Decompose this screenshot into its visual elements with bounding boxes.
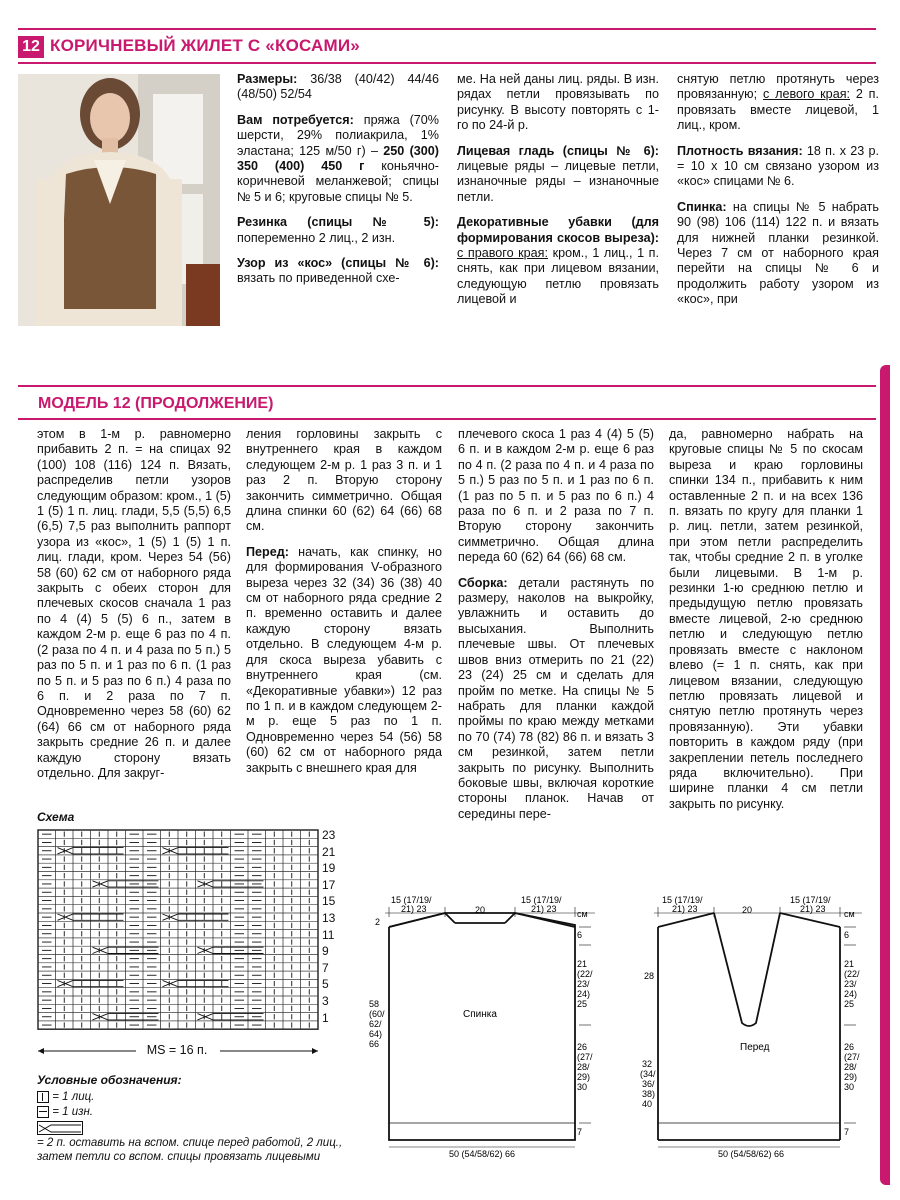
back-text: на спицы № 5 набрать 90 (98) 106 (114) 122 п. и вязать для нижней планки резинкой. Через 7 см от наборного края перейти на спицы № 6 и продолжить работу узором из «кос», при <box>677 199 879 307</box>
back-h-3: 62/ <box>369 1019 382 1029</box>
section2-top-rule <box>18 385 876 387</box>
back-s-4: 29) <box>577 1072 591 1082</box>
front-seven: 7 <box>844 1127 850 1137</box>
back-h-5: 66 <box>369 1039 380 1049</box>
gauge-label: Плотность вязания: <box>677 143 803 158</box>
back-schematic <box>365 895 595 1165</box>
back-h-4: 64) <box>369 1029 383 1039</box>
materials-text-2: коньячно-коричневой меланжевой; спицы № 5 и 6; круговые спицы № 5. <box>237 159 439 204</box>
chart-row-number: 5 <box>322 977 329 992</box>
cont-text-2a: ления горловины закрыть с внутреннего края в каждом следующем 2-м р. 1 раз 3 п. и 1 раз 2 п. Вторую сторону закончить симметрично. Общая длина спинки 60 (62) 64 (66) 68 см. <box>246 427 442 534</box>
front-name: Перед <box>740 1042 770 1053</box>
front-shoulder-l2: 21) 23 <box>672 904 698 914</box>
front-s-2: (27/ <box>844 1052 860 1062</box>
legend-knit <box>37 1090 94 1104</box>
back-arm-3: 23/ <box>577 979 590 989</box>
page-edge-bar <box>880 365 890 1185</box>
back-outline <box>389 913 575 1140</box>
chart-row-number: 11 <box>322 927 335 942</box>
sizes-text: 36/38 (40/42) 44/46 (48/50) 52/54 <box>237 72 439 102</box>
back-name: Спинка <box>463 1009 497 1020</box>
back-shoulder-l: 15 (17/19/ <box>391 895 432 905</box>
left-edge-text: 2 п. провязать вместе лицевой, 1 лиц., кром. <box>677 87 880 133</box>
back-width: 50 (54/58/62) 66 <box>449 1149 516 1159</box>
cont-column-3 <box>458 427 654 822</box>
front-schematic <box>630 895 868 1165</box>
front-neck: 20 <box>742 905 753 915</box>
back-arm-2: (22/ <box>577 969 593 979</box>
chart-row-number: 3 <box>322 994 329 1008</box>
front-arm-1: 21 <box>844 959 855 969</box>
top-column-3 <box>677 72 879 318</box>
purl-symbol-icon <box>37 1106 49 1118</box>
legend-purl-text: = 1 изн. <box>52 1106 93 1118</box>
sizes-label: Размеры: <box>237 72 298 86</box>
cont-column-2 <box>246 427 442 776</box>
rib-label: Резинка (спицы № 5): <box>237 215 439 230</box>
chart-row-number: 9 <box>322 944 329 959</box>
front-s-3: 28/ <box>844 1062 857 1072</box>
chart-row-number: 7 <box>322 960 329 975</box>
materials-amount: 250 (300) 350 (400) 450 г <box>237 143 439 174</box>
chart-row-number: 13 <box>322 911 336 925</box>
top-column-2 <box>457 72 659 318</box>
page-title: КОРИЧНЕВЫЙ ЖИЛЕТ С «КОСАМИ» <box>50 36 360 55</box>
back-arm-4: 24) <box>577 989 591 999</box>
top-column-1 <box>237 72 439 297</box>
cont-column-1 <box>37 427 231 781</box>
decrease-label: Декоративные убавки (для формирования скосов выреза): <box>457 215 659 245</box>
front-arm-4: 24) <box>844 989 858 999</box>
materials-text: пряжа (70% шерсти, 29% полиакрила, 1% эластана; 125 м/50 г) – <box>237 112 440 158</box>
model-number-badge: 12 <box>18 36 44 58</box>
back-shoulder-r: 15 (17/19/ <box>521 895 562 905</box>
back-arm-1: 21 <box>577 959 588 969</box>
knit-symbol-icon <box>37 1091 49 1103</box>
chart-row-number: 23 <box>322 828 336 842</box>
chart-row-number: 19 <box>322 861 336 876</box>
front-arm-5: 25 <box>844 999 855 1009</box>
section2-bottom-rule <box>18 418 876 420</box>
cont-text-3a: плечевого скоса 1 раз 4 (4) 5 (5) 6 п. и в каждом 2-м р. еще 6 раз по 4 п. (2 раза по 4 п. и 4 раза по 5 п.) 5 раз по 5 п. и 1 раз по 6 п. (1 раз по 5 п. и 5 раз по 6 п.) 4 раза по 6 п. и 2 раза по 7 п. Вторую сторону закончить симметрично. Общая длина переда 60 (62) 64 (66) 68 см. <box>458 427 654 565</box>
left-edge-label: с левого края: <box>762 87 851 102</box>
cont-column-4 <box>669 427 863 812</box>
assembly-text: детали растянуть по размеру, наколов на выкройку, увлажнить и оставить до высыхания. Выполнить плечевые швы. От плечевых швов вниз отмерить по 21 (22) 23 (24) 25 см и сделать для пройм по метке. На спицы № 5 набрать для планки каждой проймы по краю между метками по 70 (74) 78 (82) 86 п. и вязать 3 см резинкой, затем петли закрыть по рисунку. Выполнить боковые швы, включая короткие стороны планок. Начав от середины пере- <box>458 575 654 821</box>
back-s-2: (27/ <box>577 1052 593 1062</box>
front-shoulder-r2: 21) 23 <box>800 904 826 914</box>
front-s-5: 30 <box>844 1082 855 1092</box>
front-h-1: 32 <box>642 1059 653 1069</box>
chart-row-number: 21 <box>322 844 336 859</box>
back-label: Спинка: <box>677 199 727 214</box>
decrease-text-cont: снятую петлю протянуть через провязанную; <box>677 72 879 102</box>
front-arm-3: 23/ <box>844 979 857 989</box>
ms-arrow <box>36 1045 320 1057</box>
front-s-1: 26 <box>844 1042 855 1052</box>
chart-title: Схема <box>37 810 75 824</box>
back-h-1: 58 <box>369 999 380 1009</box>
front-h-5: 40 <box>642 1099 653 1109</box>
front-unit: см <box>844 909 855 919</box>
front-six: 6 <box>844 930 850 940</box>
front-shoulder-r: 15 (17/19/ <box>790 895 831 905</box>
front-s-4: 29) <box>844 1072 858 1082</box>
front-h-4: 38) <box>642 1089 656 1099</box>
header-top-rule <box>18 28 876 30</box>
cable-label: Узор из «кос» (спицы № 6): <box>237 256 439 271</box>
front-h-3: 36/ <box>642 1079 655 1089</box>
cont-text-4: да, равномерно набрать на круговые спицы № 5 по скосам выреза и краю горловины спинки 134 п., прибавить к ним оставленные 2 п. и на всех 136 п. вязать по кругу для планки 1 р. лиц. петли, затем резинкой, при этом петли распределить так, чтобы средние 2 п. в уголке были лицевыми. В 1-м р. резинки 1-ю среднюю петлю и предыдущую петлю провязать вместе лицевой, 2-ю среднюю петлю и следующую петлю провязать вместе с наклоном влево (= 1 п. снять, как при лицевом вязании, следующую петлю провязать лицевой и снятую петлю протянуть через провязанную). Эти убавки повторить в каждом ряду (при закреплении петель последнего ряда включительно). При ширине планки 4 см петли закрыть по рисунку. <box>669 427 863 811</box>
cable-chart <box>36 826 346 1066</box>
stockinette-text: лицевые ряды – лицевые петли, изнаночные ряды – изнаночные петли. <box>457 159 659 204</box>
legend-purl <box>37 1105 93 1119</box>
back-s-3: 28/ <box>577 1062 590 1072</box>
front-h-2: (34/ <box>640 1069 656 1079</box>
back-shoulder-r2: 21) 23 <box>531 904 557 914</box>
front-text: начать, как спинку, но для формирования V-образного выреза через 32 (34) 36 (38) 40 см от наборного ряда средние 2 п. временно оставить и далее каждую сторону вязать отдельно. В следующем 4-м р. для скоса выреза убавить с внутреннего края (см. «Декоративные убавки») 12 раз по 1 п. и в каждом следующем 2-м р. еще 5 раз по 1 п. Одновременно через 54 (56) 58 (60) 62 см от наборного ряда закрыть с внешнего края для <box>246 544 442 775</box>
back-shoulder-l2: 21) 23 <box>401 904 427 914</box>
ms-text: MS = 16 п. <box>146 1043 208 1057</box>
front-label: Перед: <box>246 544 289 559</box>
right-edge-label: с правого края: <box>457 246 548 261</box>
chart-row-number: 17 <box>322 877 336 892</box>
materials-label: Вам потребуется: <box>237 112 354 127</box>
chart-row-number: 1 <box>322 1010 329 1025</box>
legend-cable: = 2 п. оставить на вспом. спице перед работой, 2 лиц., затем петли со вспом. спицы провязать лицевыми <box>37 1137 343 1163</box>
front-arm-2: (22/ <box>844 969 860 979</box>
back-six: 6 <box>577 930 583 940</box>
back-seven: 7 <box>577 1127 583 1137</box>
back-h-2: (60/ <box>369 1009 385 1019</box>
back-s-1: 26 <box>577 1042 588 1052</box>
chart-row-number: 15 <box>322 894 336 909</box>
decrease-text: кром., 1 лиц., 1 п. снять, как при лицевом вязании, следующую петлю провязать лицевой и <box>457 246 659 307</box>
assembly-label: Сборка: <box>458 575 508 590</box>
cable-text: вязать по приведенной схе- <box>237 271 400 286</box>
legend-title: Условные обозначения: <box>37 1073 182 1087</box>
front-width: 50 (54/58/62) 66 <box>718 1149 785 1159</box>
gauge-text: 18 п. х 23 р. = 10 х 10 см связано узором из «кос» спицами № 6. <box>677 143 879 189</box>
header-bottom-rule <box>18 62 876 64</box>
back-arm-5: 25 <box>577 999 588 1009</box>
front-v: 28 <box>644 971 655 981</box>
chart-note: ме. На ней даны лиц. ряды. В изн. рядах петли провязывать по рисунку. В высоту повторять с 1-го по 24-й р. <box>457 72 659 133</box>
section2-title: МОДЕЛЬ 12 (ПРОДОЛЖЕНИЕ) <box>38 395 274 412</box>
legend-knit-text: = 1 лиц. <box>52 1091 95 1103</box>
stockinette-label: Лицевая гладь (спицы № 6): <box>457 143 659 158</box>
front-shoulder-l: 15 (17/19/ <box>662 895 703 905</box>
back-two: 2 <box>375 917 381 927</box>
rib-text: попеременно 2 лиц., 2 изн. <box>237 230 396 245</box>
back-neck: 20 <box>475 905 486 915</box>
model-photo <box>18 74 220 326</box>
back-unit: см <box>577 909 588 919</box>
cont-text-1: этом в 1-м р. равномерно прибавить 2 п. = на спицах 92 (100) 108 (116) 124 п. Вязать, распределив петли узоров следующим образом: кром., 1 (5) 1 (5) 1 п. лиц. глади, 5,5 (5,5) 6,5 (6,5) 7,5 раз выполнить раппорт узора из «кос», 1 (5) 1 (5) 1 п. лиц. глади, кром. Через 54 (56) 58 (60) 62 см от наборного ряда закрыть с обеих сторон для плечевых скосов сначала 1 раз по 4 (4) 5 (5) 6 п., затем в каждом 2-м р. еще 6 раз по 4 п. (2 раза по 4 п. и 4 раза по 5 п.) 5 раз по 5 п. и 1 раз по 6 п. (1 раз по 5 п. и 5 раз по 6 п.) 4 раза по 6 п. и 2 раза по 7 п. Одновременно через 58 (60) 62 (64) 66 см от наборного ряда закрыть средние 26 п. и далее каждую сторону вязать отдельно. Для закруг- <box>37 427 231 780</box>
back-s-5: 30 <box>577 1082 588 1092</box>
